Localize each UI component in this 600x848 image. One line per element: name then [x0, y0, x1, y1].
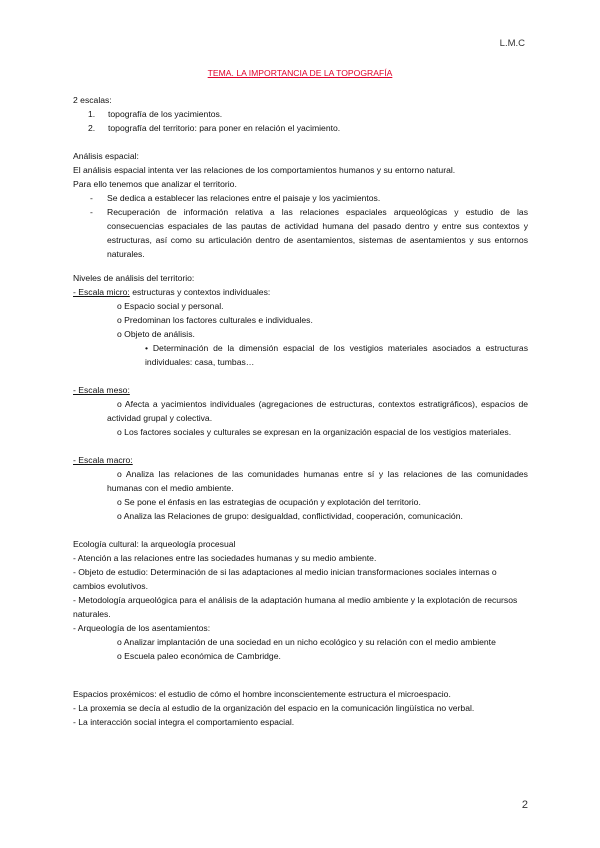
list-item: 1. topografía de los yacimientos. — [88, 109, 223, 119]
list-item: o Se pone el énfasis en las estrategias de ocupación y explotación del territorio. — [117, 497, 421, 507]
meso-list — [73, 397, 528, 439]
paragraph: - Metodología arqueológica para el análisis de la adaptación humana al medio ambiente y la explotación de recursos naturales. — [73, 595, 518, 619]
spacer — [73, 663, 528, 677]
paragraph: - Atención a las relaciones entre las sociedades humanas y su medio ambiente. — [73, 553, 377, 563]
list-item: - Se dedica a establecer las relaciones entre el paisaje y los yacimientos. — [90, 193, 381, 203]
list-item: o Analiza las Relaciones de grupo: desigualdad, conflictividad, cooperación, comunicación. — [117, 511, 463, 521]
spacer — [73, 135, 528, 149]
escalas-list — [73, 107, 528, 135]
list-item: • Determinación de la dimensión espacial de los vestigios materiales asociados a estructuras individuales: casa, tumbas… — [145, 343, 528, 367]
list-item: o Los factores sociales y culturales se expresan en la organización espacial de los vestigios materiales. — [117, 427, 512, 437]
paragraph: - La proxemia se decía al estudio de la organización del espacio en la comunicación lingüística no verbal. — [73, 703, 475, 713]
proxemicos-heading: Espacios proxémicos: el estudio de cómo el hombre inconscientemente estructura el microespacio. — [73, 689, 451, 699]
ecologia-list — [73, 635, 528, 663]
spacer — [73, 677, 528, 687]
spacer — [73, 369, 528, 383]
paragraph: - Arqueología de los asentamientos: — [73, 623, 211, 633]
author-initials: L.M.C — [499, 38, 525, 49]
analisis-heading: Análisis espacial: — [73, 151, 139, 161]
spacer — [73, 523, 528, 537]
escala-micro-label: - Escala micro: — [73, 287, 130, 297]
escala-macro-label: - Escala macro: — [73, 455, 133, 465]
paragraph: - La interacción social integra el comportamiento espacial. — [73, 717, 295, 727]
list-item: o Analiza las relaciones de las comunidades humanas entre sí y las relaciones de las comunidades humanas con el medio ambiente. — [107, 469, 528, 493]
spacer — [73, 439, 528, 453]
page-number: 2 — [521, 799, 528, 811]
spacer — [73, 261, 528, 271]
escala-micro-line: - Escala micro: estructuras y contextos individuales: — [73, 287, 271, 297]
list-item: o Escuela paleo económica de Cambridge. — [117, 651, 281, 661]
escala-macro-line — [73, 453, 528, 467]
micro-sublist — [73, 341, 528, 369]
page-title: TEMA. LA IMPORTANCIA DE LA TOPOGRAFÍA — [207, 68, 393, 78]
paragraph: Para ello tenemos que analizar el territorio. — [73, 179, 237, 189]
escala-meso-label: - Escala meso: — [73, 385, 130, 395]
list-item: o Objeto de análisis. — [117, 329, 195, 339]
list-item: o Afecta a yacimientos individuales (agregaciones de estructuras, contextos estratigráficos), espacios de actividad grupal y colectiva. — [107, 399, 528, 423]
ecologia-heading: Ecología cultural: la arqueología procesual — [73, 539, 236, 549]
niveles-heading: Niveles de análisis del territorio: — [73, 273, 195, 283]
list-item: 2. topografía del territorio: para poner en relación el yacimiento. — [88, 123, 341, 133]
list-item: - Recuperación de información relativa a las relaciones espaciales arqueológicas y estudio de las consecuencias espaciales de las pautas de actividad humana del pasado dentro y entre sus contextos y estructuras, así como su articulación dentro de asentamientos, sistemas de asentamientos y sus entornos naturales. — [90, 207, 528, 259]
paragraph: El análisis espacial intenta ver las relaciones de los comportamientos humanos y su entorno natural. — [73, 165, 456, 175]
list-item: o Analizar implantación de una sociedad en un nicho ecológico y su relación con el medio ambiente — [117, 637, 496, 647]
escala-meso-line — [73, 383, 528, 397]
paragraph: - Objeto de estudio: Determinación de si las adaptaciones al medio inician transformaciones sociales internas o cambios evolutivos. — [73, 567, 497, 591]
macro-list — [73, 467, 528, 523]
micro-list — [73, 299, 528, 341]
list-item: o Predominan los factores culturales e individuales. — [117, 315, 313, 325]
escalas-heading: 2 escalas: — [73, 95, 112, 105]
document-body — [73, 93, 528, 729]
analisis-list — [73, 191, 528, 261]
list-item: o Espacio social y personal. — [117, 301, 224, 311]
